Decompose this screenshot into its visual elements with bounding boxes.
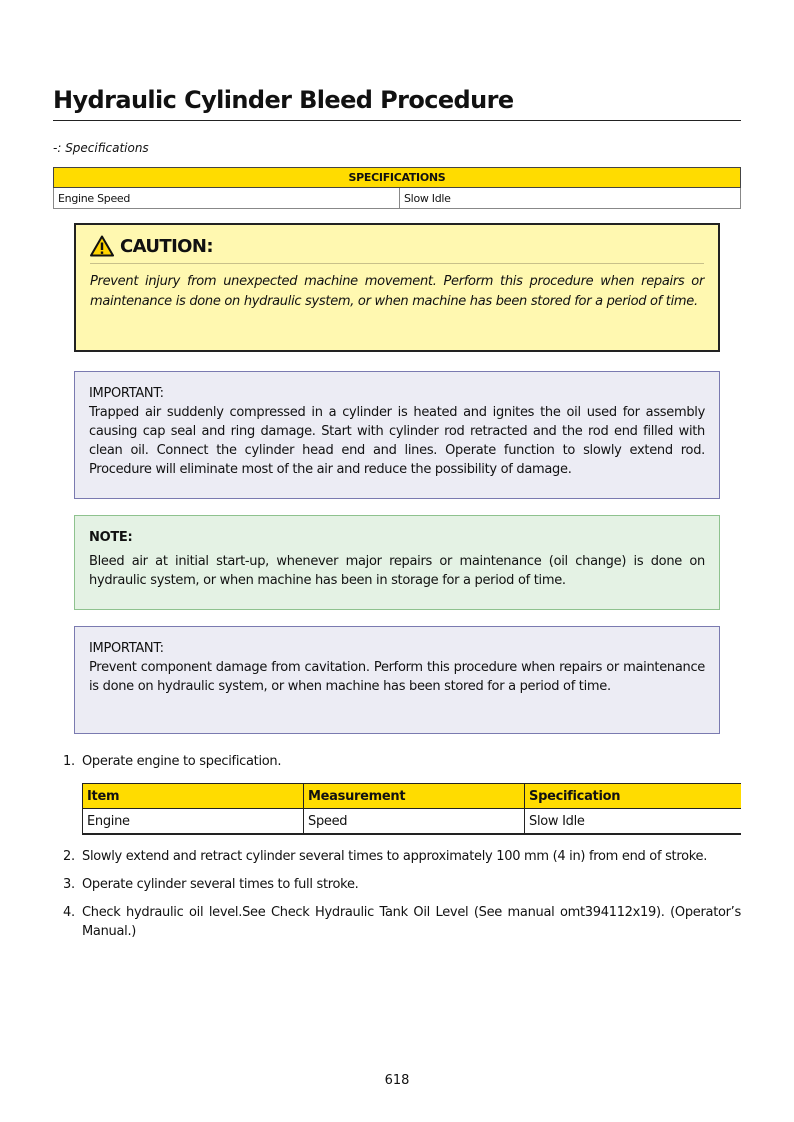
step-text: Check hydraulic oil level.See Check Hydraulic Tank Oil Level (See manual omt394112x19). (Operator’s Manual.) (82, 905, 741, 939)
caution-heading-row (90, 235, 704, 264)
note-label: NOTE: (89, 530, 133, 545)
step-number: 3. (63, 877, 75, 892)
table-cell-specification: Slow Idle (525, 809, 742, 835)
caution-text: Prevent injury from unexpected machine movement. Perform this procedure when repairs or maintenance is done on hydraulic system, or when machine has been stored for a period of time. (90, 274, 704, 309)
procedure-steps (63, 752, 741, 941)
step-number: 2. (63, 849, 75, 864)
important-text: Trapped air suddenly compressed in a cylinder is heated and ignites the oil used for assembly causing cap seal and ring damage. Start with cylinder rod retracted and the rod end filled with clean oil. Connect the cylinder head end and lines. Operate function to slowly extend rod. Procedure will eliminate most of the air and reduce the possibility of damage. (89, 405, 705, 477)
spec-label-cell: Engine Speed (54, 188, 400, 209)
spec-caption: -: Specifications (53, 141, 149, 155)
important-box-2 (74, 626, 720, 734)
step-number: 4. (63, 905, 75, 920)
table-cell-item: Engine (83, 809, 304, 835)
important-label: IMPORTANT: (89, 641, 164, 656)
warning-triangle-icon (90, 235, 114, 257)
step-number: 1. (63, 754, 75, 769)
table-cell-measurement: Speed (304, 809, 525, 835)
measurement-table (82, 783, 741, 835)
table-header-measurement: Measurement (304, 784, 525, 809)
table-row (83, 809, 742, 835)
step-text: Operate engine to specification. (82, 754, 282, 769)
note-box (74, 515, 720, 610)
page-number: 618 (384, 1073, 410, 1088)
list-item (63, 903, 741, 941)
table-row (54, 188, 741, 209)
step-text: Slowly extend and retract cylinder several times to approximately 100 mm (4 in) from end of stroke. (82, 849, 708, 864)
caution-heading: CAUTION: (120, 235, 213, 257)
specifications-table (53, 167, 741, 209)
spec-table-header: SPECIFICATIONS (54, 168, 741, 188)
important-box-1 (74, 371, 720, 499)
caution-box (74, 223, 720, 352)
page-title: Hydraulic Cylinder Bleed Procedure (53, 86, 741, 121)
table-header-item: Item (83, 784, 304, 809)
table-header-specification: Specification (525, 784, 742, 809)
important-label: IMPORTANT: (89, 386, 164, 401)
important-text: Prevent component damage from cavitation. Perform this procedure when repairs or maintenance is done on hydraulic system, or when machine has been stored for a period of time. (89, 660, 705, 694)
list-item (63, 752, 741, 835)
spec-value-cell: Slow Idle (400, 188, 741, 209)
note-text: Bleed air at initial start-up, whenever major repairs or maintenance (oil change) is done on hydraulic system, or when machine has been in storage for a period of time. (89, 554, 705, 588)
list-item (63, 847, 741, 866)
step-text: Operate cylinder several times to full stroke. (82, 877, 359, 892)
list-item (63, 875, 741, 894)
